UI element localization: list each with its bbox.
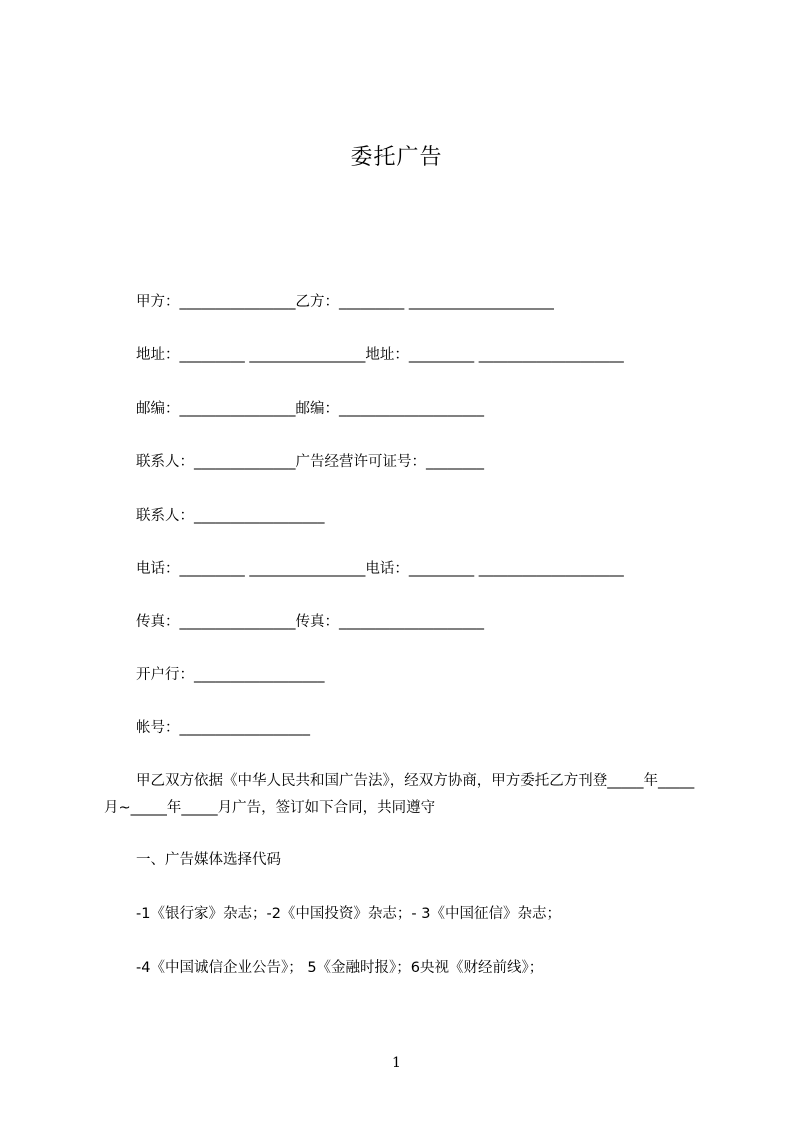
postcode-line: 邮编：________________邮编：____________________ [136, 401, 484, 417]
party-names-line: 甲方：________________乙方：_________ ____________________ [136, 294, 554, 310]
media-code-list-2: -4《中国诚信企业公告》； 5《金融时报》；6央视《财经前线》； [136, 960, 544, 976]
document-title: 委托广告 [350, 145, 443, 170]
agreement-paragraph: 甲乙双方依据《中华人民共和国广告法》，经双方协商，甲方委托乙方刊登_____年_____月~_____年_____月广告，签订如下合同，共同遵守 [104, 773, 695, 816]
account-line: 帐号：__________________ [136, 720, 310, 736]
address-line: 地址：_________ ________________地址：_________ ____________________ [136, 347, 624, 363]
phone-line: 电话：_________ ________________电话：_________ ____________________ [136, 561, 624, 577]
contact-line: 联系人：__________________ [136, 508, 325, 524]
page-number: 1 [392, 1055, 401, 1071]
media-code-list-1: -1《银行家》杂志；-2《中国投资》杂志；- 3《中国征信》杂志； [136, 906, 561, 922]
section-1-heading: 一、广告媒体选择代码 [136, 852, 281, 868]
contact-license-line: 联系人：______________广告经营许可证号：________ [136, 454, 484, 470]
bank-line: 开户行：__________________ [136, 667, 325, 683]
fax-line: 传真：________________传真：____________________ [136, 614, 484, 630]
